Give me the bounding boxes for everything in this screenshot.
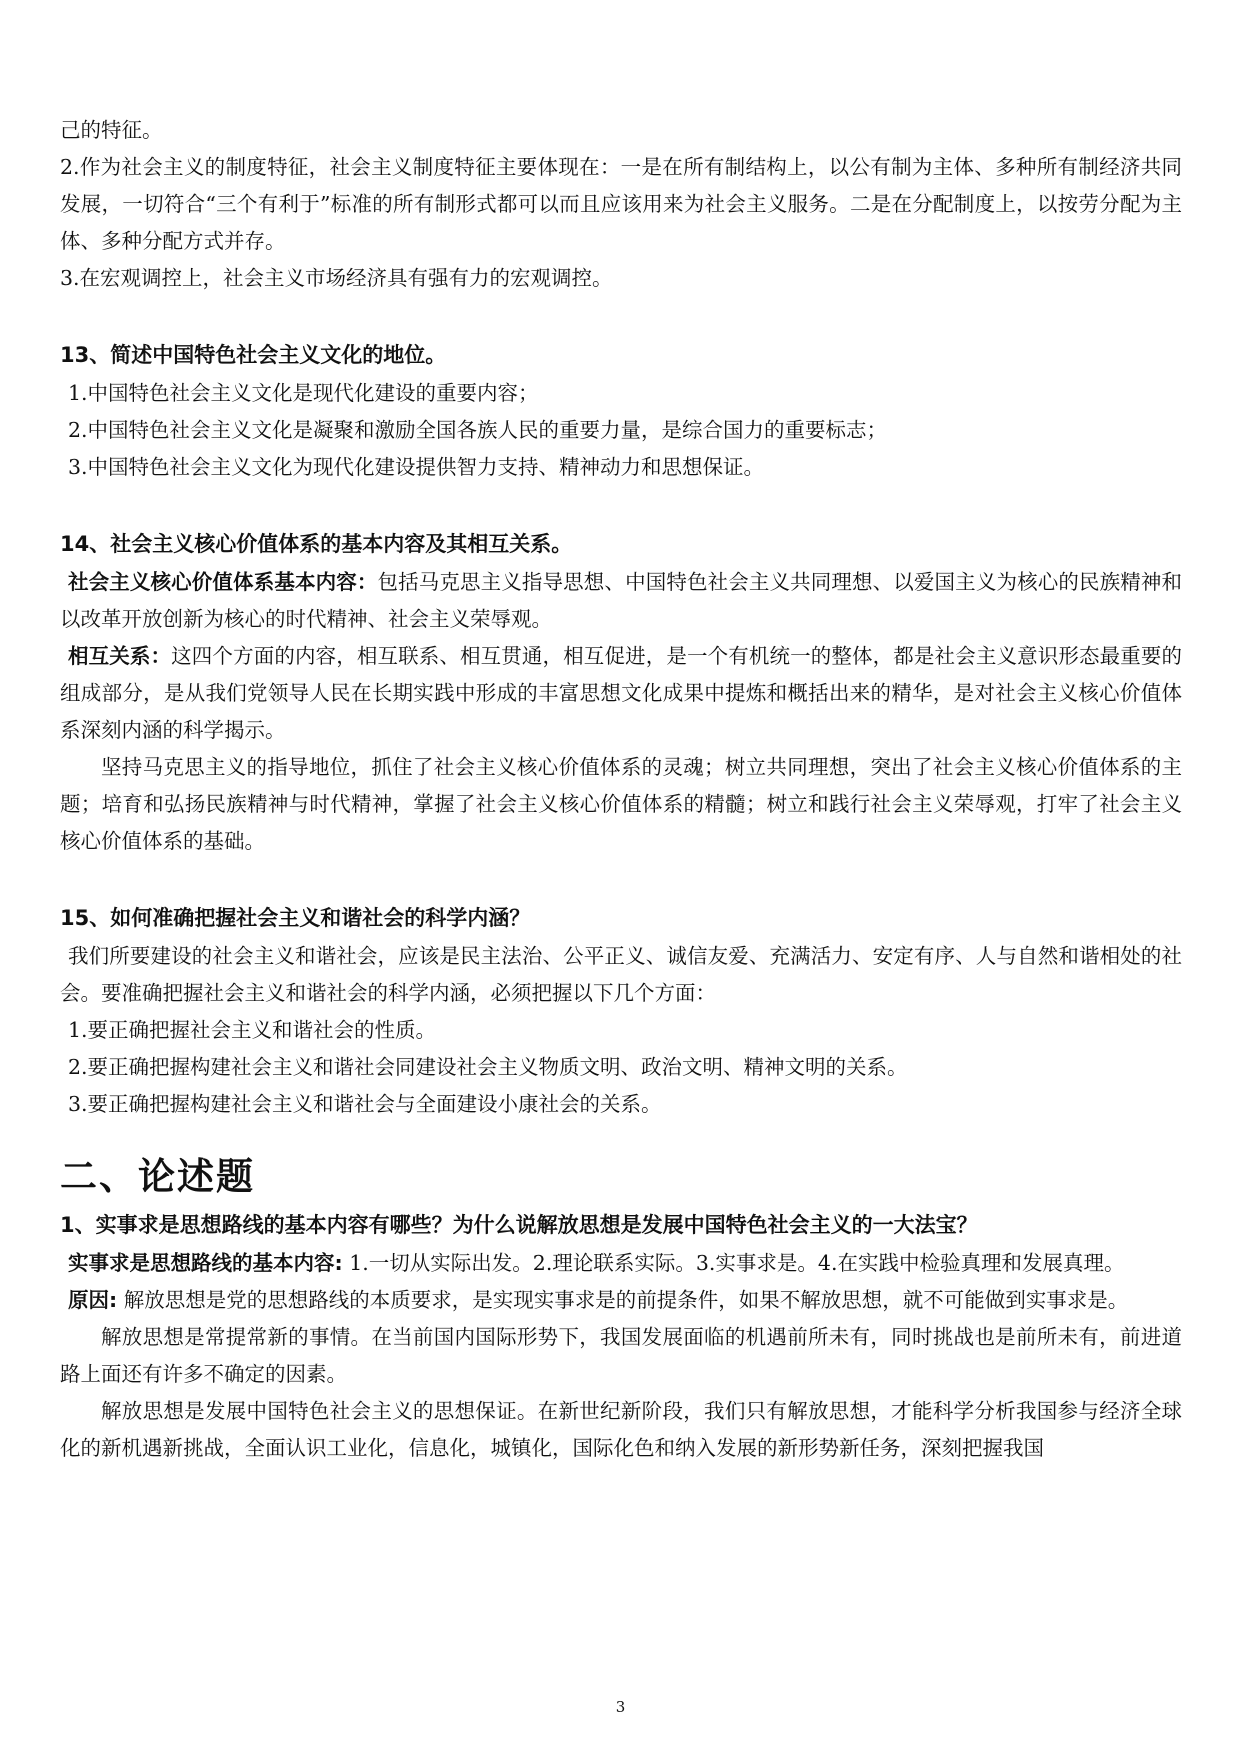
list-item: 3.中国特色社会主义文化为现代化建设提供智力支持、精神动力和思想保证。	[68, 455, 765, 479]
paragraph-text: 包括马克思主义指导思想、中国特色社会主义共同理想、以爱国主义为核心的民族精神和以改革开放创新为核心的时代精神、社会主义荣辱观。	[60, 570, 1183, 631]
paragraph: 己的特征。	[60, 118, 163, 142]
question-13-title: 13、简述中国特色社会主义文化的地位。	[60, 343, 447, 367]
question-14-title: 14、社会主义核心价值体系的基本内容及其相互关系。	[60, 532, 573, 556]
essay-question-1-title: 1、实事求是思想路线的基本内容有哪些？为什么说解放思想是发展中国特色社会主义的一大法宝？	[60, 1213, 978, 1237]
question-15-title: 15、如何准确把握社会主义和谐社会的科学内涵？	[60, 906, 531, 930]
paragraph: 3.在宏观调控上，社会主义市场经济具有强有力的宏观调控。	[60, 266, 613, 290]
list-item: 3.要正确把握构建社会主义和谐社会与全面建设小康社会的关系。	[68, 1092, 662, 1116]
paragraph	[60, 1245, 1182, 1282]
list-item: 2.要正确把握构建社会主义和谐社会同建设社会主义物质文明、政治文明、精神文明的关系。	[68, 1055, 908, 1079]
paragraph: 解放思想是发展中国特色社会主义的思想保证。在新世纪新阶段，我们只有解放思想，才能科学分析我国参与经济全球化的新机遇新挑战，全面认识工业化，信息化，城镇化，国际化色和纳入发展的新形势新任务，深刻把握我国	[60, 1399, 1182, 1460]
paragraph-text: 解放思想是党的思想路线的本质要求，是实现实事求是的前提条件，如果不解放思想，就不可能做到实事求是。	[117, 1288, 1129, 1312]
lead-label: 实事求是思想路线的基本内容:	[68, 1251, 343, 1275]
paragraph	[60, 638, 1182, 749]
document-page	[60, 112, 1182, 1467]
lead-label: 相互关系：	[68, 644, 172, 668]
paragraph-text: 这四个方面的内容，相互联系、相互贯通，相互促进，是一个有机统一的整体，都是社会主义意识形态最重要的组成部分，是从我们党领导人民在长期实践中形成的丰富思想文化成果中提炼和概括出来的精华，是对社会主义核心价值体系深刻内涵的科学揭示。	[60, 644, 1183, 742]
paragraph	[60, 564, 1182, 638]
paragraph: 2.作为社会主义的制度特征，社会主义制度特征主要体现在：一是在所有制结构上，以公有制为主体、多种所有制经济共同发展，一切符合“三个有利于”标准的所有制形式都可以而且应该用来为社会主义服务。二是在分配制度上，以按劳分配为主体、多种分配方式并存。	[60, 155, 1182, 253]
paragraph	[60, 1282, 1182, 1319]
page-number: 3	[615, 1698, 626, 1716]
paragraph: 我们所要建设的社会主义和谐社会，应该是民主法治、公平正义、诚信友爱、充满活力、安定有序、人与自然和谐相处的社会。要准确把握社会主义和谐社会的科学内涵，必须把握以下几个方面：	[60, 944, 1182, 1005]
paragraph: 坚持马克思主义的指导地位，抓住了社会主义核心价值体系的灵魂；树立共同理想，突出了社会主义核心价值体系的主题；培育和弘扬民族精神与时代精神，掌握了社会主义核心价值体系的精髓；树立和践行社会主义荣辱观，打牢了社会主义核心价值体系的基础。	[60, 755, 1182, 853]
paragraph: 解放思想是常提常新的事情。在当前国内国际形势下，我国发展面临的机遇前所未有，同时挑战也是前所未有，前进道路上面还有许多不确定的因素。	[60, 1325, 1182, 1386]
section-heading: 二、论述题	[60, 1155, 255, 1198]
list-item: 1.要正确把握社会主义和谐社会的性质。	[68, 1018, 437, 1042]
lead-label: 社会主义核心价值体系基本内容：	[68, 570, 378, 594]
list-item: 2.中国特色社会主义文化是凝聚和激励全国各族人民的重要力量，是综合国力的重要标志；	[68, 418, 888, 442]
list-item: 1.中国特色社会主义文化是现代化建设的重要内容；	[68, 381, 539, 405]
paragraph-text: 1.一切从实际出发。2.理论联系实际。3.实事求是。4.在实践中检验真理和发展真理。	[342, 1251, 1125, 1275]
lead-label: 原因:	[68, 1288, 118, 1312]
